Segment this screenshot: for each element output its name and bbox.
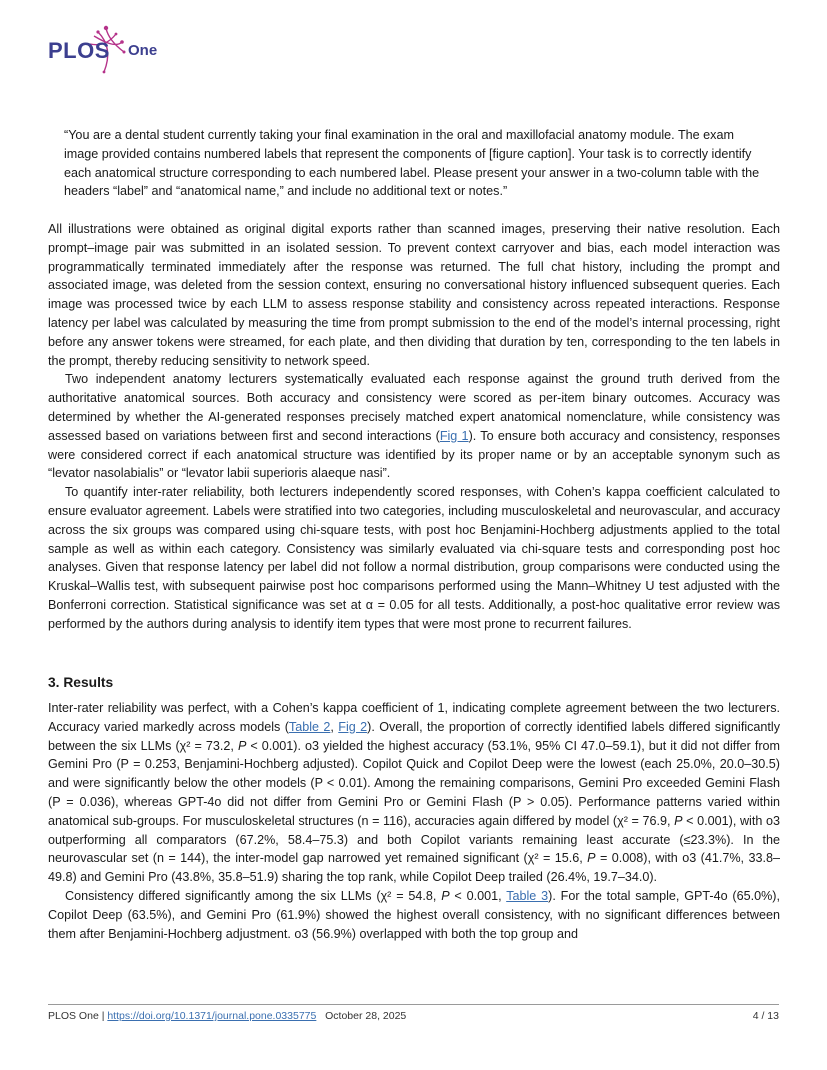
plos-one-logo (46, 22, 166, 82)
footer-citation: PLOS One | https://doi.org/10.1371/journal.pone.0335775 October 28, 2025 (48, 1010, 407, 1022)
methods-section (48, 220, 780, 634)
fig2-link[interactable]: Fig 2 (338, 719, 368, 734)
fig1-link[interactable]: Fig 1 (439, 428, 469, 443)
prompt-quote: “You are a dental student currently taking your final examination in the oral and maxillofacial anatomy module. The exam image provided contains numbered labels that represent the components of [figure caption]. Your task is to correctly identify each anatomical structure corresponding to each numbered label. Please present your answer in a two-column table with the headers “label” and “anatomical name,” and include no additional text or notes.” (64, 128, 760, 199)
results-paragraph-1: Inter-rater reliability was perfect, with a Cohen’s kappa coefficient of 1, indicating complete agreement between the two lecturers. Accuracy varied markedly across models (Table 2, Fig 2). Overall, the proportion of correctly identified labels differed significantly between the six LLMs (χ² = 73.2, P < 0.001). o3 yielded the highest accuracy (53.1%, 95% CI 47.0–59.1), but it did not differ from Gemini Pro (P = 0.253, Benjamini-Hochberg adjusted). Copilot Quick and Copilot Deep were the lowest (each 25.0%, 20.0–30.5) and were significantly below the other models (P < 0.01). Among the remaining comparisons, Gemini Pro exceeded Gemini Flash (P = 0.036), whereas GPT-4o did not differ from Gemini Pro or Gemini Flash (P > 0.05). Performance patterns varied within anatomical sub-groups. For musculoskeletal structures (n = 116), accuracies again differed by model (χ² = 76.9, P < 0.001), with o3 outperforming all comparators (67.2%, 58.4–75.3) and both Copilot variants remaining least accurate (≤23.3%). In the neurovascular set (n = 144), the inter-model gap narrowed yet remained significant (χ² = 15.6, P = 0.008), with o3 (41.7%, 33.8–49.8) and Gemini Pro (43.8%, 35.8–51.9) sharing the top rank, while Copilot Deep trailed (26.4%, 19.7–34.0). (48, 701, 781, 885)
methods-paragraph-2: Two independent anatomy lecturers systematically evaluated each response against the ground truth derived from the authoritative anatomical sources. Both accuracy and consistency were scored as per-item binary outcomes. Accuracy was determined by whether the AI-generated responses precisely matched expert anatomical nomenclature, while consistency was assessed based on variations between first and second interactions (Fig 1). To ensure both accuracy and consistency, responses were considered correct if each anatomical structure was identified by its proper name or by an acceptable synonym such as “levator nasolabialis” or “levator labii superioris alaeque nasi”. (48, 372, 780, 481)
table2-link[interactable]: Table 2 (288, 719, 331, 734)
page-number: 4 / 13 (752, 1010, 779, 1022)
results-paragraph-2: Consistency differed significantly among the six LLMs (χ² = 54.8, P < 0.001, Table 3). For the total sample, GPT-4o (65.0%), Copilot Deep (63.5%), and Gemini Pro (61.9%) showed the highest overall consistency, with no significant differences between them after Benjamini-Hochberg adjustment. o3 (56.9%) overlapped with both the top group and (48, 888, 780, 941)
publication-date: October 28, 2025 (325, 1010, 407, 1022)
doi-link[interactable]: https://doi.org/10.1371/journal.pone.0335775 (107, 1010, 317, 1022)
methods-paragraph-1: All illustrations were obtained as original digital exports rather than scanned images, preserving their native resolution. Each prompt–image pair was submitted in an isolated session. To prevent context carryover and bias, each model interaction was programmatically terminated immediately after the response was returned. The full chat history, including the prompt and associated image, was deleted from the session context, ensuring no conversational history influenced subsequent queries. Each image was processed twice by each LLM to assess response stability and consistency across repeated interactions. Response latency per label was calculated by measuring the time from prompt submission to the end of the model’s internal processing, right before any answer tokens were streamed, for each plate, and then dividing that duration by ten, corresponding to the ten labels in the prompt, thereby reducing sensitivity to network speed. (48, 222, 780, 368)
results-section (48, 699, 780, 943)
logo-suffix: One (128, 42, 158, 59)
footer-divider (48, 1004, 779, 1005)
methods-paragraph-3: To quantify inter-rater reliability, both lecturers independently scored responses, with Cohen’s kappa coefficient calculated to ensure evaluator agreement. Labels were stratified into two categories, including musculoskeletal and neurovascular, and accuracy across the six groups was compared using chi-square tests, with post hoc Benjamini-Hochberg adjustments applied to the total sample as well as within each category. Consistency was similarly evaluated via chi-square tests and corresponding post hoc analyses. Given that response latency per label did not follow a normal distribution, group comparisons were conducted using the Kruskal–Wallis test, with subsequent pairwise post hoc comparisons performed using the Mann–Whitney U test adjusted with the Bonferroni correction. Statistical significance was set at α = 0.05 for all tests. Additionally, a post-hoc qualitative error review was performed by the authors during analysis to identify item types that were most prone to recurrent failures. (48, 485, 780, 631)
table3-link[interactable]: Table 3 (506, 888, 549, 903)
logo-wordmark: PLOS (48, 38, 110, 63)
results-heading: 3. Results (48, 675, 114, 690)
